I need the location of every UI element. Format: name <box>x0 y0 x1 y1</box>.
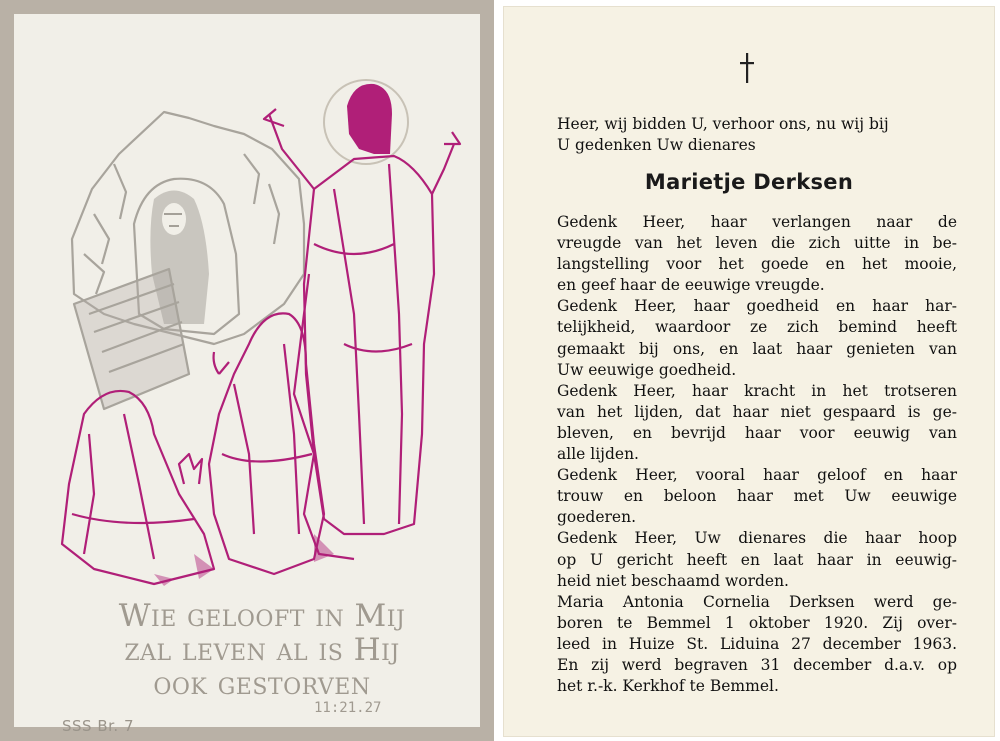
memorial-text-line: En zij werd begraven 31 december d.a.v. op <box>557 655 957 674</box>
memorial-text-line: Gedenk Heer, haar kracht in het trotseren <box>557 381 957 400</box>
memorial-text-line: Gedenk Heer, vooral haar geloof en haar <box>557 466 957 485</box>
motto-line-3: ook gestorven <box>153 666 371 702</box>
memorial-text-line: het r.-k. Kerkhof te Bemmel. <box>557 677 779 696</box>
jesus-right-arm <box>432 132 460 194</box>
woman-kneeling-front <box>62 391 214 584</box>
memorial-text-line: gemaakt bij ons, en laat haar genieten van <box>557 339 957 358</box>
intro-prayer <box>557 114 977 156</box>
jesus-hair <box>347 84 392 154</box>
memorial-text-line: leed in Huize St. Liduina 27 december 1963. <box>557 634 957 653</box>
memorial-text-line: op U gericht heeft en laat haar in eeuwig- <box>557 550 957 569</box>
memorial-text-line: Uw eeuwige goedheid. <box>557 360 737 379</box>
memorial-text-line: en geef haar de eeuwige vreugde. <box>557 276 825 295</box>
memorial-text-line: goederen. <box>557 508 637 527</box>
motto-line-1: Wie gelooft in Mij <box>118 598 406 634</box>
series-code: SSS Br. 7 <box>62 717 134 735</box>
memorial-text-line: heid niet beschaamd worden. <box>557 571 789 590</box>
memorial-text-line: alle lijden. <box>557 445 639 464</box>
memorial-text-line: van het lijden, dat haar niet gespaard is ge- <box>557 402 957 421</box>
cross-icon <box>740 53 754 83</box>
woman-kneeling-back <box>209 313 324 574</box>
intro-line-1: Heer, wij bidden U, verhoor ons, nu wij bij <box>557 115 889 133</box>
memorial-text-line: Maria Antonia Cornelia Derksen werd ge- <box>557 592 957 611</box>
memorial-text-line: vreugde van het leven die zich uitte in be- <box>557 234 957 253</box>
memorial-text-line: Gedenk Heer, Uw dienares die haar hoop <box>557 529 957 548</box>
prayer-card-front <box>0 0 494 741</box>
memorial-text-line: boren te Bemmel 1 oktober 1920. Zij over- <box>557 613 957 632</box>
memorial-text-line: bleven, en bevrijd haar voor eeuwig van <box>557 423 957 442</box>
memorial-text-line: telijkheid, waardoor ze zich bemind heeft <box>557 318 957 337</box>
motto-line-2: zal leven al is Hij <box>124 632 400 668</box>
memorial-text-line: langstelling voor het goede en het mooie, <box>557 255 957 274</box>
memorial-text-line: trouw en beloon haar met Uw eeuwige <box>557 487 957 506</box>
deceased-name: Marietje Derksen <box>644 170 854 194</box>
memorial-text-line: Gedenk Heer, haar goedheid en haar har- <box>557 297 957 316</box>
intro-line-2: U gedenken Uw dienares <box>557 136 756 154</box>
jesus-robe <box>304 156 434 534</box>
card-motto <box>72 599 452 701</box>
card-front-paper <box>14 14 480 735</box>
verse-reference: 11:21.27 <box>314 700 382 716</box>
memorial-text-line: Gedenk Heer, haar verlangen naar de <box>557 213 957 231</box>
memorial-text <box>557 212 957 697</box>
prayer-card-back <box>503 6 995 737</box>
